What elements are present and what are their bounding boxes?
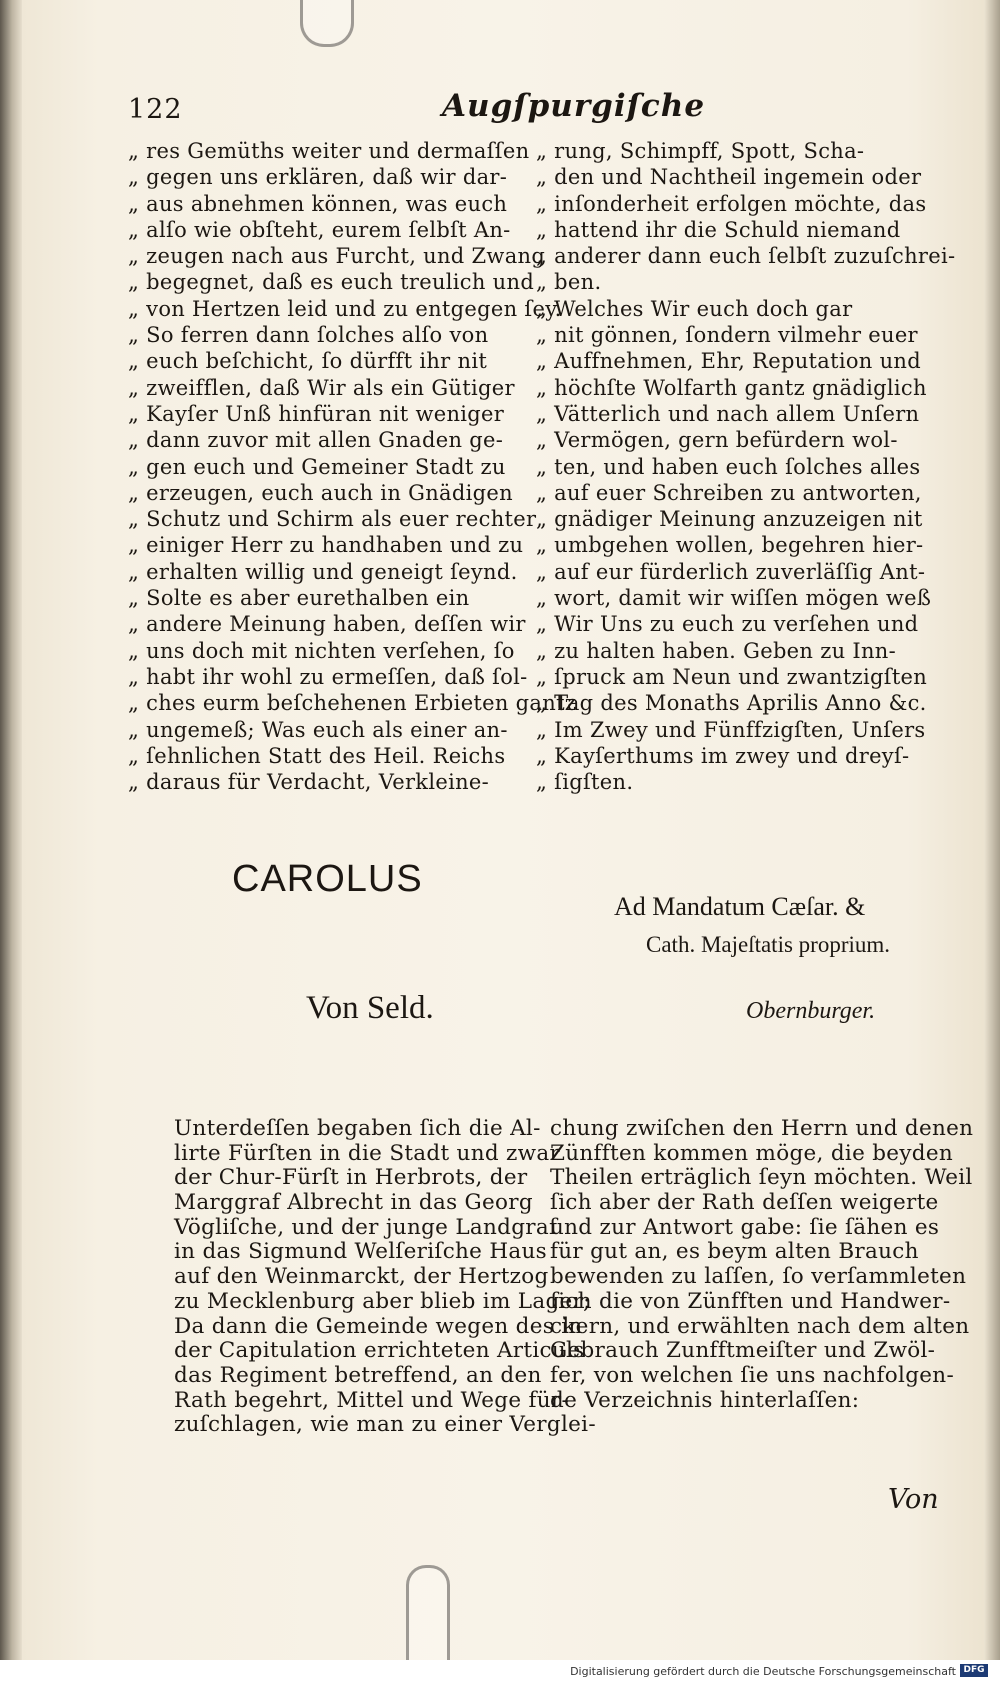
text-line: Unterdeſſen begaben ſich die Al- — [174, 1116, 541, 1141]
text-line: „ zeugen nach aus Furcht, und Zwang — [128, 244, 546, 269]
right-column-bottom — [550, 1116, 974, 1413]
text-line: „ einiger Herr zu handhaben und zu — [128, 533, 524, 558]
footer-credit: Digitalisierung gefördert durch die Deutsche Forschungsgemeinschaft — [570, 1665, 956, 1678]
text-line: „ zweifflen, daß Wir als ein Gütiger — [128, 375, 515, 400]
text-line: „ ches eurm beſchehenen Erbieten gantz — [128, 691, 577, 716]
text-line: Da dann die Gemeinde wegen des in — [174, 1313, 583, 1339]
text-line: in das Sigmund Welſeriſche Haus — [174, 1239, 547, 1265]
text-line: „ So ferren dann ſolches alſo von — [128, 323, 489, 348]
text-line: „ nit gönnen, ſondern vilmehr euer — [536, 323, 918, 348]
text-line: de Verzeichnis hinterlaſſen: — [550, 1387, 860, 1413]
text-line: „ Wir Uns zu euch zu verſehen und — [536, 612, 919, 637]
page-number: 122 — [128, 94, 183, 125]
text-line: Marggraf Albrecht in das Georg — [174, 1190, 533, 1216]
paper-clip-bottom — [406, 1565, 450, 1660]
text-line: und zur Antwort gabe: ſie ſähen es — [550, 1214, 940, 1240]
text-line: „ alſo wie obſteht, eurem ſelbſt An- — [128, 217, 511, 242]
text-line: fer, von welchen ſie uns nachfolgen- — [550, 1362, 955, 1388]
text-line: „ von Hertzen leid und zu entgegen ſey. — [128, 296, 562, 321]
text-line: lirte Fürſten in die Stadt und zwar — [174, 1140, 561, 1166]
dfg-logo: DFG — [960, 1664, 988, 1677]
text-line: „ andere Meinung haben, deſſen wir — [128, 612, 526, 637]
text-line: „ gegen uns erklären, daß wir dar- — [128, 165, 508, 190]
text-line: „ erzeugen, euch auch in Gnädigen — [128, 480, 513, 505]
text-line: Gebrauch Zunfftmeiſter und Zwöl- — [550, 1338, 936, 1364]
text-line: Zünfften kommen möge, die beyden — [550, 1140, 953, 1166]
countersign-name: Obernburger. — [746, 998, 876, 1024]
text-line: Vögliſche, und der junge Landgraf — [174, 1214, 558, 1240]
text-line: „ ungemeß; Was euch als einer an- — [128, 717, 508, 742]
text-line: „ res Gemüths weiter und dermaſſen — [128, 139, 530, 163]
text-line: Rath begehrt, Mittel und Wege für- — [174, 1387, 570, 1413]
text-line: zuſchlagen, wie man zu einer Verglei- — [174, 1412, 596, 1438]
text-line: „ Tag des Monaths Aprilis Anno &c. — [536, 691, 927, 716]
text-line: „ anderer dann euch ſelbſt zuzuſchrei- — [536, 244, 956, 269]
text-line: „ auf eur fürderlich zuverläſſig Ant- — [536, 559, 926, 584]
text-line: „ erhalten willig und geneigt ſeynd. — [128, 559, 518, 584]
text-line: „ habt ihr wohl zu ermeſſen, daß ſol- — [128, 664, 528, 689]
book-page — [22, 0, 984, 1660]
text-line: „ ſehnlichen Statt des Heil. Reichs — [128, 743, 506, 768]
text-line: ſich die von Zünfften und Handwer- — [550, 1288, 951, 1314]
book-binding-edge — [0, 0, 22, 1682]
text-line: „ begegnet, daß es euch treulich und — [128, 270, 535, 295]
text-line: „ aus abnehmen können, was euch — [128, 191, 508, 216]
text-line: „ rung, Schimpff, Spott, Scha- — [536, 139, 865, 163]
text-line: „ gnädiger Meinung anzuzeigen nit — [536, 507, 923, 532]
text-line: „ Kayſerthums im zwey und dreyſ- — [536, 743, 910, 768]
mandate-line-1: Ad Mandatum Cæſar. & — [614, 892, 866, 921]
text-line: „ ſigſten. — [536, 770, 634, 795]
text-line: „ euch beſchicht, ſo dürfft ihr nit — [128, 349, 488, 374]
text-line: für gut an, es beym alten Brauch — [550, 1239, 919, 1265]
text-line: „ umbgehen wollen, begehren hier- — [536, 533, 924, 558]
page-stack-edge — [984, 0, 1000, 1660]
text-line: „ wort, damit wir wiſſen mögen weß — [536, 586, 932, 611]
text-line: „ daraus für Verdacht, Verkleine- — [128, 770, 490, 795]
text-line: „ Kayſer Unß hinfüran nit weniger — [128, 401, 505, 426]
right-column-top — [536, 138, 956, 795]
left-column-top — [128, 138, 577, 795]
text-line: „ Welches Wir euch doch gar — [536, 296, 853, 321]
paper-clip-top — [300, 0, 354, 47]
text-line: chung zwiſchen den Herrn und denen — [550, 1116, 974, 1141]
secretary-name: Von Seld. — [306, 990, 434, 1026]
running-head: Augſpurgiſche — [442, 88, 706, 124]
text-line: „ ten, und haben euch ſolches alles — [536, 454, 921, 479]
text-line: ſich aber der Rath deſſen weigerte — [550, 1190, 939, 1216]
text-line: der Chur-Fürſt in Herbrots, der — [174, 1165, 528, 1191]
text-line: „ ſpruck am Neun und zwantzigſten — [536, 664, 928, 689]
text-line: „ Vermögen, gern befürdern wol- — [536, 428, 898, 453]
text-line: bewenden zu laſſen, ſo verſammleten — [550, 1264, 967, 1290]
text-line: Theilen erträglich ſeyn möchten. Weil — [550, 1165, 973, 1191]
text-line: „ auf euer Schreiben zu antworten, — [536, 480, 922, 505]
text-line: „ Schutz und Schirm als euer rechter — [128, 507, 537, 532]
text-line: „ Vätterlich und nach allem Unſern — [536, 401, 920, 426]
text-line: „ Auffnehmen, Ehr, Reputation und — [536, 349, 921, 374]
text-line: „ uns doch mit nichten verſehen, ſo — [128, 638, 515, 663]
text-line: „ höchſte Wolfarth gantz gnädiglich — [536, 375, 927, 400]
text-line: der Capitulation errichteten Articuls — [174, 1338, 585, 1364]
text-line: „ zu halten haben. Geben zu Inn- — [536, 638, 897, 663]
text-line: „ Solte es aber eurethalben ein — [128, 586, 470, 611]
text-line: zu Mecklenburg aber blieb im Lager; — [174, 1288, 591, 1314]
catchword: Von — [888, 1484, 939, 1515]
text-line: ckern, und erwählten nach dem alten — [550, 1313, 970, 1339]
text-line: „ inſonderheit erfolgen möchte, das — [536, 191, 927, 216]
text-line: „ Im Zwey und Fünffzigſten, Unſers — [536, 717, 926, 742]
text-line: „ dann zuvor mit allen Gnaden ge- — [128, 428, 504, 453]
text-line: „ ben. — [536, 270, 602, 295]
mandate-line-2: Cath. Majeſtatis proprium. — [646, 932, 891, 957]
text-line: das Regiment betreffend, an den — [174, 1362, 542, 1388]
text-line: „ gen euch und Gemeiner Stadt zu — [128, 454, 506, 479]
text-line: auf den Weinmarckt, der Hertzog — [174, 1264, 549, 1290]
text-line: „ den und Nachtheil ingemein oder — [536, 165, 922, 190]
left-column-bottom — [174, 1116, 596, 1438]
signer-name: CAROLUS — [232, 858, 423, 900]
text-line: „ hattend ihr die Schuld niemand — [536, 217, 901, 242]
